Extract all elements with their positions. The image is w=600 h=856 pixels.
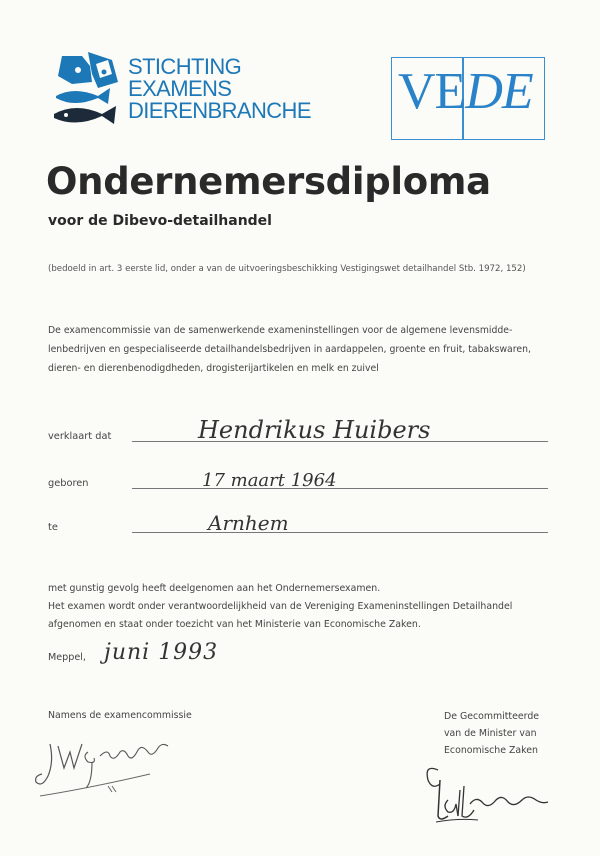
- birth-date: 17 maart 1964: [202, 470, 337, 491]
- outro-text: [48, 580, 568, 634]
- animal-logo-icon: [52, 52, 126, 132]
- outro-line: Het examen wordt onder verantwoordelijkheid van de Vereniging Exameninstellingen Detailhandel: [48, 601, 513, 612]
- logo-line-1: STICHTING: [128, 54, 242, 79]
- birth-place: Arnhem: [208, 511, 289, 535]
- vede-logo: [391, 57, 545, 140]
- intro-text: [48, 321, 558, 378]
- document-subtitle: voor de Dibevo-detailhandel: [48, 213, 272, 229]
- minister-label: [444, 708, 539, 759]
- born-label: geboren: [48, 478, 89, 489]
- name-field: [48, 416, 548, 446]
- holder-name: Hendrikus Huibers: [198, 416, 431, 444]
- vede-de: DE: [465, 63, 533, 120]
- vede-ve: VE: [398, 63, 466, 120]
- intro-line: De examencommissie van de samenwerkende exameninstellingen voor de algemene levensmidde-: [48, 325, 513, 336]
- minister-label-line: Economische Zaken: [444, 745, 538, 756]
- birth-date-field: [48, 463, 548, 493]
- logo-line-3: DIERENBRANCHE: [128, 98, 311, 123]
- outro-line: afgenomen en staat onder toezicht van het Ministerie van Economische Zaken.: [48, 619, 421, 630]
- stichting-logo: [52, 52, 312, 132]
- place-label: te: [48, 522, 58, 533]
- logo-line-2: EXAMENS: [128, 76, 232, 101]
- outro-line: met gunstig gevolg heeft deelgenomen aan het Ondernemersexamen.: [48, 583, 381, 594]
- minister-label-line: De Gecommitteerde: [444, 711, 540, 722]
- legal-note: (bedoeld in art. 3 eerste lid, onder a van de uitvoeringsbeschikking Vestigingswet detailhandel Stb. 1972, 152): [48, 264, 526, 274]
- intro-line: lenbedrijven en gespecialiseerde detailhandelsbedrijven in aardappelen, groente en fruit, tabakswaren,: [48, 344, 531, 355]
- commission-label: Namens de examencommissie: [48, 710, 192, 721]
- issue-date: juni 1993: [104, 640, 219, 665]
- declares-label: verklaart dat: [48, 431, 112, 442]
- commission-signature: [30, 722, 180, 802]
- minister-signature: [418, 760, 558, 830]
- intro-line: dieren- en dierenbenodigdheden, drogisterijartikelen en melk en zuivel: [48, 363, 379, 374]
- document-title: Ondernemersdiploma: [46, 160, 491, 203]
- issue-place: Meppel,: [48, 652, 86, 663]
- minister-label-line: van de Minister van: [444, 728, 537, 739]
- birth-place-field: [48, 507, 548, 537]
